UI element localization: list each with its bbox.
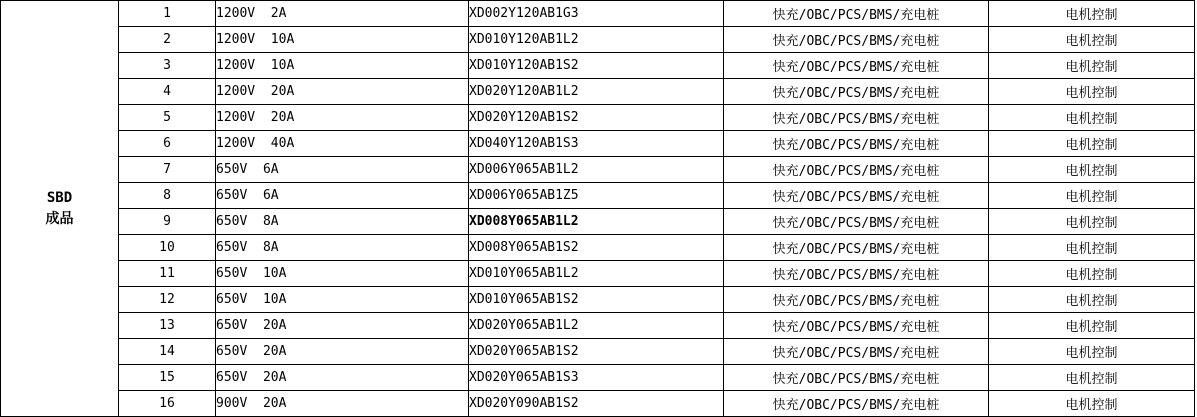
- cell-spec: 1200V 2A: [216, 1, 469, 27]
- cell-row-number: 9: [119, 209, 216, 235]
- cell-motor-control: 电机控制: [989, 1, 1195, 27]
- cell-row-number: 2: [119, 27, 216, 53]
- cell-motor-control: 电机控制: [989, 339, 1195, 365]
- cell-motor-control: 电机控制: [989, 261, 1195, 287]
- cell-application: 快充/OBC/PCS/BMS/充电桩: [724, 1, 989, 27]
- cell-motor-control: 电机控制: [989, 183, 1195, 209]
- cell-part-number: XD020Y065AB1S2: [469, 339, 724, 365]
- table-row: [1, 209, 1195, 235]
- table-row: [1, 157, 1195, 183]
- group-label-line: SBD: [46, 190, 73, 207]
- table-row: [1, 313, 1195, 339]
- cell-part-number: XD008Y065AB1S2: [469, 235, 724, 261]
- cell-part-number: XD010Y120AB1S2: [469, 53, 724, 79]
- cell-motor-control: 电机控制: [989, 235, 1195, 261]
- cell-motor-control: 电机控制: [989, 105, 1195, 131]
- cell-part-number: XD020Y120AB1S2: [469, 105, 724, 131]
- cell-row-number: 1: [119, 1, 216, 27]
- table-row: [1, 287, 1195, 313]
- cell-motor-control: 电机控制: [989, 313, 1195, 339]
- cell-application: 快充/OBC/PCS/BMS/充电桩: [724, 339, 989, 365]
- cell-part-number: XD010Y120AB1L2: [469, 27, 724, 53]
- table-body: [1, 1, 1195, 417]
- cell-motor-control: 电机控制: [989, 131, 1195, 157]
- cell-application: 快充/OBC/PCS/BMS/充电桩: [724, 79, 989, 105]
- cell-part-number: XD008Y065AB1L2: [469, 209, 724, 235]
- table-row: [1, 131, 1195, 157]
- cell-spec: 650V 6A: [216, 183, 469, 209]
- cell-part-number: XD006Y065AB1L2: [469, 157, 724, 183]
- cell-spec: 650V 8A: [216, 235, 469, 261]
- table-row: [1, 53, 1195, 79]
- cell-part-number: XD020Y065AB1L2: [469, 313, 724, 339]
- cell-part-number: XD010Y065AB1L2: [469, 261, 724, 287]
- cell-spec: 650V 6A: [216, 157, 469, 183]
- table-row: [1, 235, 1195, 261]
- table-row: [1, 365, 1195, 391]
- cell-motor-control: 电机控制: [989, 79, 1195, 105]
- cell-application: 快充/OBC/PCS/BMS/充电桩: [724, 27, 989, 53]
- cell-motor-control: 电机控制: [989, 391, 1195, 417]
- cell-row-number: 7: [119, 157, 216, 183]
- cell-spec: 1200V 20A: [216, 79, 469, 105]
- table-row: [1, 105, 1195, 131]
- cell-spec: 650V 8A: [216, 209, 469, 235]
- cell-row-number: 12: [119, 287, 216, 313]
- cell-row-number: 11: [119, 261, 216, 287]
- cell-spec: 650V 10A: [216, 261, 469, 287]
- cell-row-number: 3: [119, 53, 216, 79]
- table-row: [1, 27, 1195, 53]
- cell-spec: 650V 10A: [216, 287, 469, 313]
- cell-application: 快充/OBC/PCS/BMS/充电桩: [724, 391, 989, 417]
- cell-motor-control: 电机控制: [989, 209, 1195, 235]
- cell-motor-control: 电机控制: [989, 27, 1195, 53]
- cell-part-number: XD020Y120AB1L2: [469, 79, 724, 105]
- cell-application: 快充/OBC/PCS/BMS/充电桩: [724, 105, 989, 131]
- cell-row-number: 16: [119, 391, 216, 417]
- cell-motor-control: 电机控制: [989, 53, 1195, 79]
- cell-spec: 1200V 10A: [216, 53, 469, 79]
- cell-part-number: XD040Y120AB1S3: [469, 131, 724, 157]
- table-row: [1, 261, 1195, 287]
- cell-spec: 650V 20A: [216, 313, 469, 339]
- cell-application: 快充/OBC/PCS/BMS/充电桩: [724, 287, 989, 313]
- cell-row-number: 5: [119, 105, 216, 131]
- cell-application: 快充/OBC/PCS/BMS/充电桩: [724, 209, 989, 235]
- cell-application: 快充/OBC/PCS/BMS/充电桩: [724, 313, 989, 339]
- table-row: [1, 391, 1195, 417]
- table-row: [1, 79, 1195, 105]
- cell-part-number: XD006Y065AB1Z5: [469, 183, 724, 209]
- table-row: [1, 1, 1195, 27]
- cell-application: 快充/OBC/PCS/BMS/充电桩: [724, 157, 989, 183]
- cell-row-number: 15: [119, 365, 216, 391]
- cell-motor-control: 电机控制: [989, 365, 1195, 391]
- cell-row-number: 14: [119, 339, 216, 365]
- cell-application: 快充/OBC/PCS/BMS/充电桩: [724, 131, 989, 157]
- cell-application: 快充/OBC/PCS/BMS/充电桩: [724, 235, 989, 261]
- cell-application: 快充/OBC/PCS/BMS/充电桩: [724, 183, 989, 209]
- cell-application: 快充/OBC/PCS/BMS/充电桩: [724, 53, 989, 79]
- table-row: [1, 183, 1195, 209]
- cell-application: 快充/OBC/PCS/BMS/充电桩: [724, 261, 989, 287]
- cell-row-number: 6: [119, 131, 216, 157]
- cell-spec: 650V 20A: [216, 365, 469, 391]
- cell-part-number: XD020Y090AB1S2: [469, 391, 724, 417]
- cell-row-number: 13: [119, 313, 216, 339]
- cell-row-number: 4: [119, 79, 216, 105]
- cell-part-number: XD002Y120AB1G3: [469, 1, 724, 27]
- group-label-cell: [1, 1, 119, 417]
- cell-spec: 1200V 40A: [216, 131, 469, 157]
- cell-part-number: XD010Y065AB1S2: [469, 287, 724, 313]
- cell-spec: 900V 20A: [216, 391, 469, 417]
- cell-motor-control: 电机控制: [989, 157, 1195, 183]
- cell-spec: 650V 20A: [216, 339, 469, 365]
- cell-row-number: 10: [119, 235, 216, 261]
- cell-application: 快充/OBC/PCS/BMS/充电桩: [724, 365, 989, 391]
- cell-part-number: XD020Y065AB1S3: [469, 365, 724, 391]
- cell-motor-control: 电机控制: [989, 287, 1195, 313]
- group-label-line: 成品: [45, 210, 74, 227]
- table-row: [1, 339, 1195, 365]
- cell-spec: 1200V 20A: [216, 105, 469, 131]
- cell-row-number: 8: [119, 183, 216, 209]
- cell-spec: 1200V 10A: [216, 27, 469, 53]
